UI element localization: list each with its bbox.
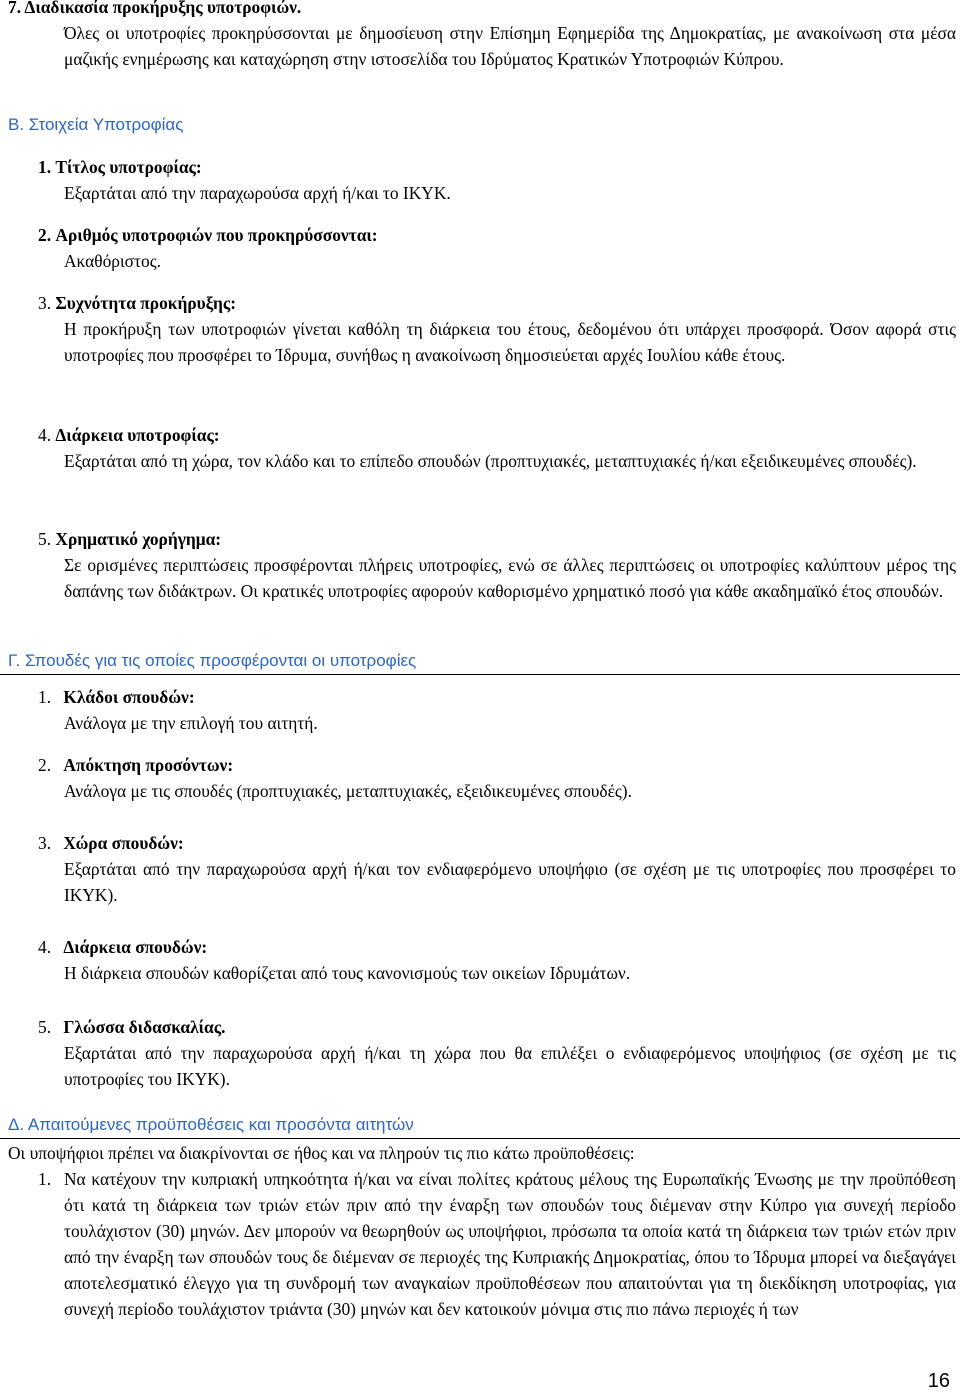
b-item-5 [0, 526, 956, 552]
g-item-3 [0, 830, 956, 856]
section-d-heading: Δ. Απαιτούμενες προϋποθέσεις και προσόντα αιτητών [0, 1112, 960, 1139]
g-item-5 [0, 1014, 956, 1040]
b-item-2-text: Ακαθόριστος. [64, 251, 161, 271]
b-item-4-num: 4. [38, 425, 52, 445]
b-item-1-num: 1. [38, 157, 52, 177]
g-item-4 [0, 934, 956, 960]
b-item-1-label: Τίτλος υποτροφίας: [55, 157, 202, 177]
b-item-1 [0, 154, 956, 180]
g-item-4-text: Η διάρκεια σπουδών καθορίζεται από τους κανονισμούς των οικείων Ιδρυμάτων. [64, 963, 631, 983]
g-item-1-label: Κλάδοι σπουδών: [63, 687, 195, 707]
g-item-3-label: Χώρα σπουδών: [63, 833, 184, 853]
g-item-5-num: 5. [38, 1017, 52, 1037]
g-item-2-num: 2. [38, 755, 52, 775]
b-item-2-label: Αριθμός υποτροφιών που προκηρύσσονται: [55, 225, 378, 245]
d-item-1 [0, 1166, 956, 1322]
section-7-title: 7. Διαδικασία προκήρυξης υποτροφιών. [8, 0, 302, 17]
section-b-heading: Β. Στοιχεία Υποτροφίας [8, 115, 184, 134]
g-item-2-text: Ανάλογα με τις σπουδές (προπτυχιακές, μεταπτυχιακές, εξειδικευμένες σπουδές). [64, 781, 632, 801]
b-item-5-num: 5. [38, 529, 52, 549]
g-item-1-num: 1. [38, 687, 52, 707]
b-item-2-num: 2. [38, 225, 52, 245]
g-item-5-label: Γλώσσα διδασκαλίας. [63, 1017, 226, 1037]
section-g-heading: Γ. Σπουδές για τις οποίες προσφέρονται οι υποτροφίες [0, 648, 960, 675]
section-7-text: Όλες οι υποτροφίες προκηρύσσονται με δημοσίευση στην Επίσημη Εφημερίδα της Δημοκρατίας, με ανακοίνωση στα μέσα μαζικής ενημέρωσης και καταχώρηση στην ιστοσελίδα του Ιδρύματος Κρατικών Υποτροφιών Κύπρου. [64, 23, 956, 69]
g-item-4-num: 4. [38, 937, 52, 957]
g-item-2-label: Απόκτηση προσόντων: [63, 755, 234, 775]
b-item-4 [0, 422, 956, 448]
g-item-3-text: Εξαρτάται από την παραχωρούσα αρχή ή/και τον ενδιαφερόμενο υποψήφιο (σε σχέση με τις υποτροφίες που προσφέρει το ΙΚΥΚ). [64, 859, 956, 905]
b-item-5-label: Χρηματικό χορήγημα: [55, 529, 222, 549]
b-item-3-text: Η προκήρυξη των υποτροφιών γίνεται καθόλη τη διάρκεια του έτους, δεδομένου ότι υπάρχει προσφορά. Όσον αφορά στις υποτροφίες που προσφέρει το Ίδρυμα, συνήθως η ανακοίνωση δημοσιεύεται αρχές Ιουλίου κάθε έτους. [64, 319, 956, 365]
b-item-4-label: Διάρκεια υποτροφίας: [55, 425, 220, 445]
g-item-3-num: 3. [38, 833, 52, 853]
g-item-5-text: Εξαρτάται από την παραχωρούσα αρχή ή/και τη χώρα που θα επιλέξει ο ενδιαφερόμενος υποψήφιος (σε σχέση με τις υποτροφίες του ΙΚΥΚ). [64, 1043, 956, 1089]
b-item-5-text: Σε ορισμένες περιπτώσεις προσφέρονται πλήρεις υποτροφίες, ενώ σε άλλες περιπτώσεις οι υποτροφίες καλύπτουν μέρος της δαπάνης των διδάκτρων. Οι κρατικές υποτροφίες αφορούν καθορισμένο χρηματικό ποσό για κάθε ακαδημαϊκό έτος σπουδών. [64, 555, 956, 601]
b-item-1-text: Εξαρτάται από την παραχωρούσα αρχή ή/και το ΙΚΥΚ. [64, 183, 451, 203]
section-d-intro: Οι υποψήφιοι πρέπει να διακρίνονται σε ήθος και να πληρούν τις πιο κάτω προϋποθέσεις: [8, 1143, 635, 1163]
g-item-4-label: Διάρκεια σπουδών: [63, 937, 208, 957]
d-item-1-text: Να κατέχουν την κυπριακή υπηκοότητα ή/και να είναι πολίτες κράτους μέλους της Ευρωπαϊκής Ένωσης με την προϋπόθεση ότι κατά τη διάρκεια των τριών ετών πριν από την έναρξη των σπουδών τους διέμεναν στην Κύπρο για συνεχή περίοδο τουλάχιστον (30) μηνών. Δεν μπορούν να θεωρηθούν ως υποψήφιοι, πρόσωπα τα οποία κατά τη διάρκεια των τριών ετών πριν από την έναρξη των σπουδών τους δε διέμεναν σε περιοχές της Κυπριακής Δημοκρατίας, όπου το Ίδρυμα μπορεί να διεξαγάγει αποτελεσματικό έλεγχο για τη συνδρομή των αναγκαίων προϋποθέσεων που απαιτούνται για τη διεκδίκηση υποτροφίας, για συνεχή περίοδο τουλάχιστον τριάντα (30) μηνών και δεν κατοικούν μόνιμα στις πιο πάνω περιοχές ή των [64, 1169, 956, 1319]
g-item-1-text: Ανάλογα με την επιλογή του αιτητή. [64, 713, 318, 733]
b-item-3-num: 3. [38, 293, 52, 313]
d-item-1-num: 1. [38, 1169, 52, 1189]
page-number: 16 [927, 1370, 950, 1392]
g-item-2 [0, 752, 956, 778]
b-item-4-text: Εξαρτάται από τη χώρα, τον κλάδο και το επίπεδο σπουδών (προπτυχιακές, μεταπτυχιακές ή/και εξειδικευμένες σπουδές). [64, 451, 917, 471]
b-item-3 [0, 290, 956, 316]
b-item-3-label: Συχνότητα προκήρυξης: [55, 293, 237, 313]
g-item-1 [0, 684, 956, 710]
section-7 [0, 0, 956, 72]
b-item-2 [0, 222, 956, 248]
